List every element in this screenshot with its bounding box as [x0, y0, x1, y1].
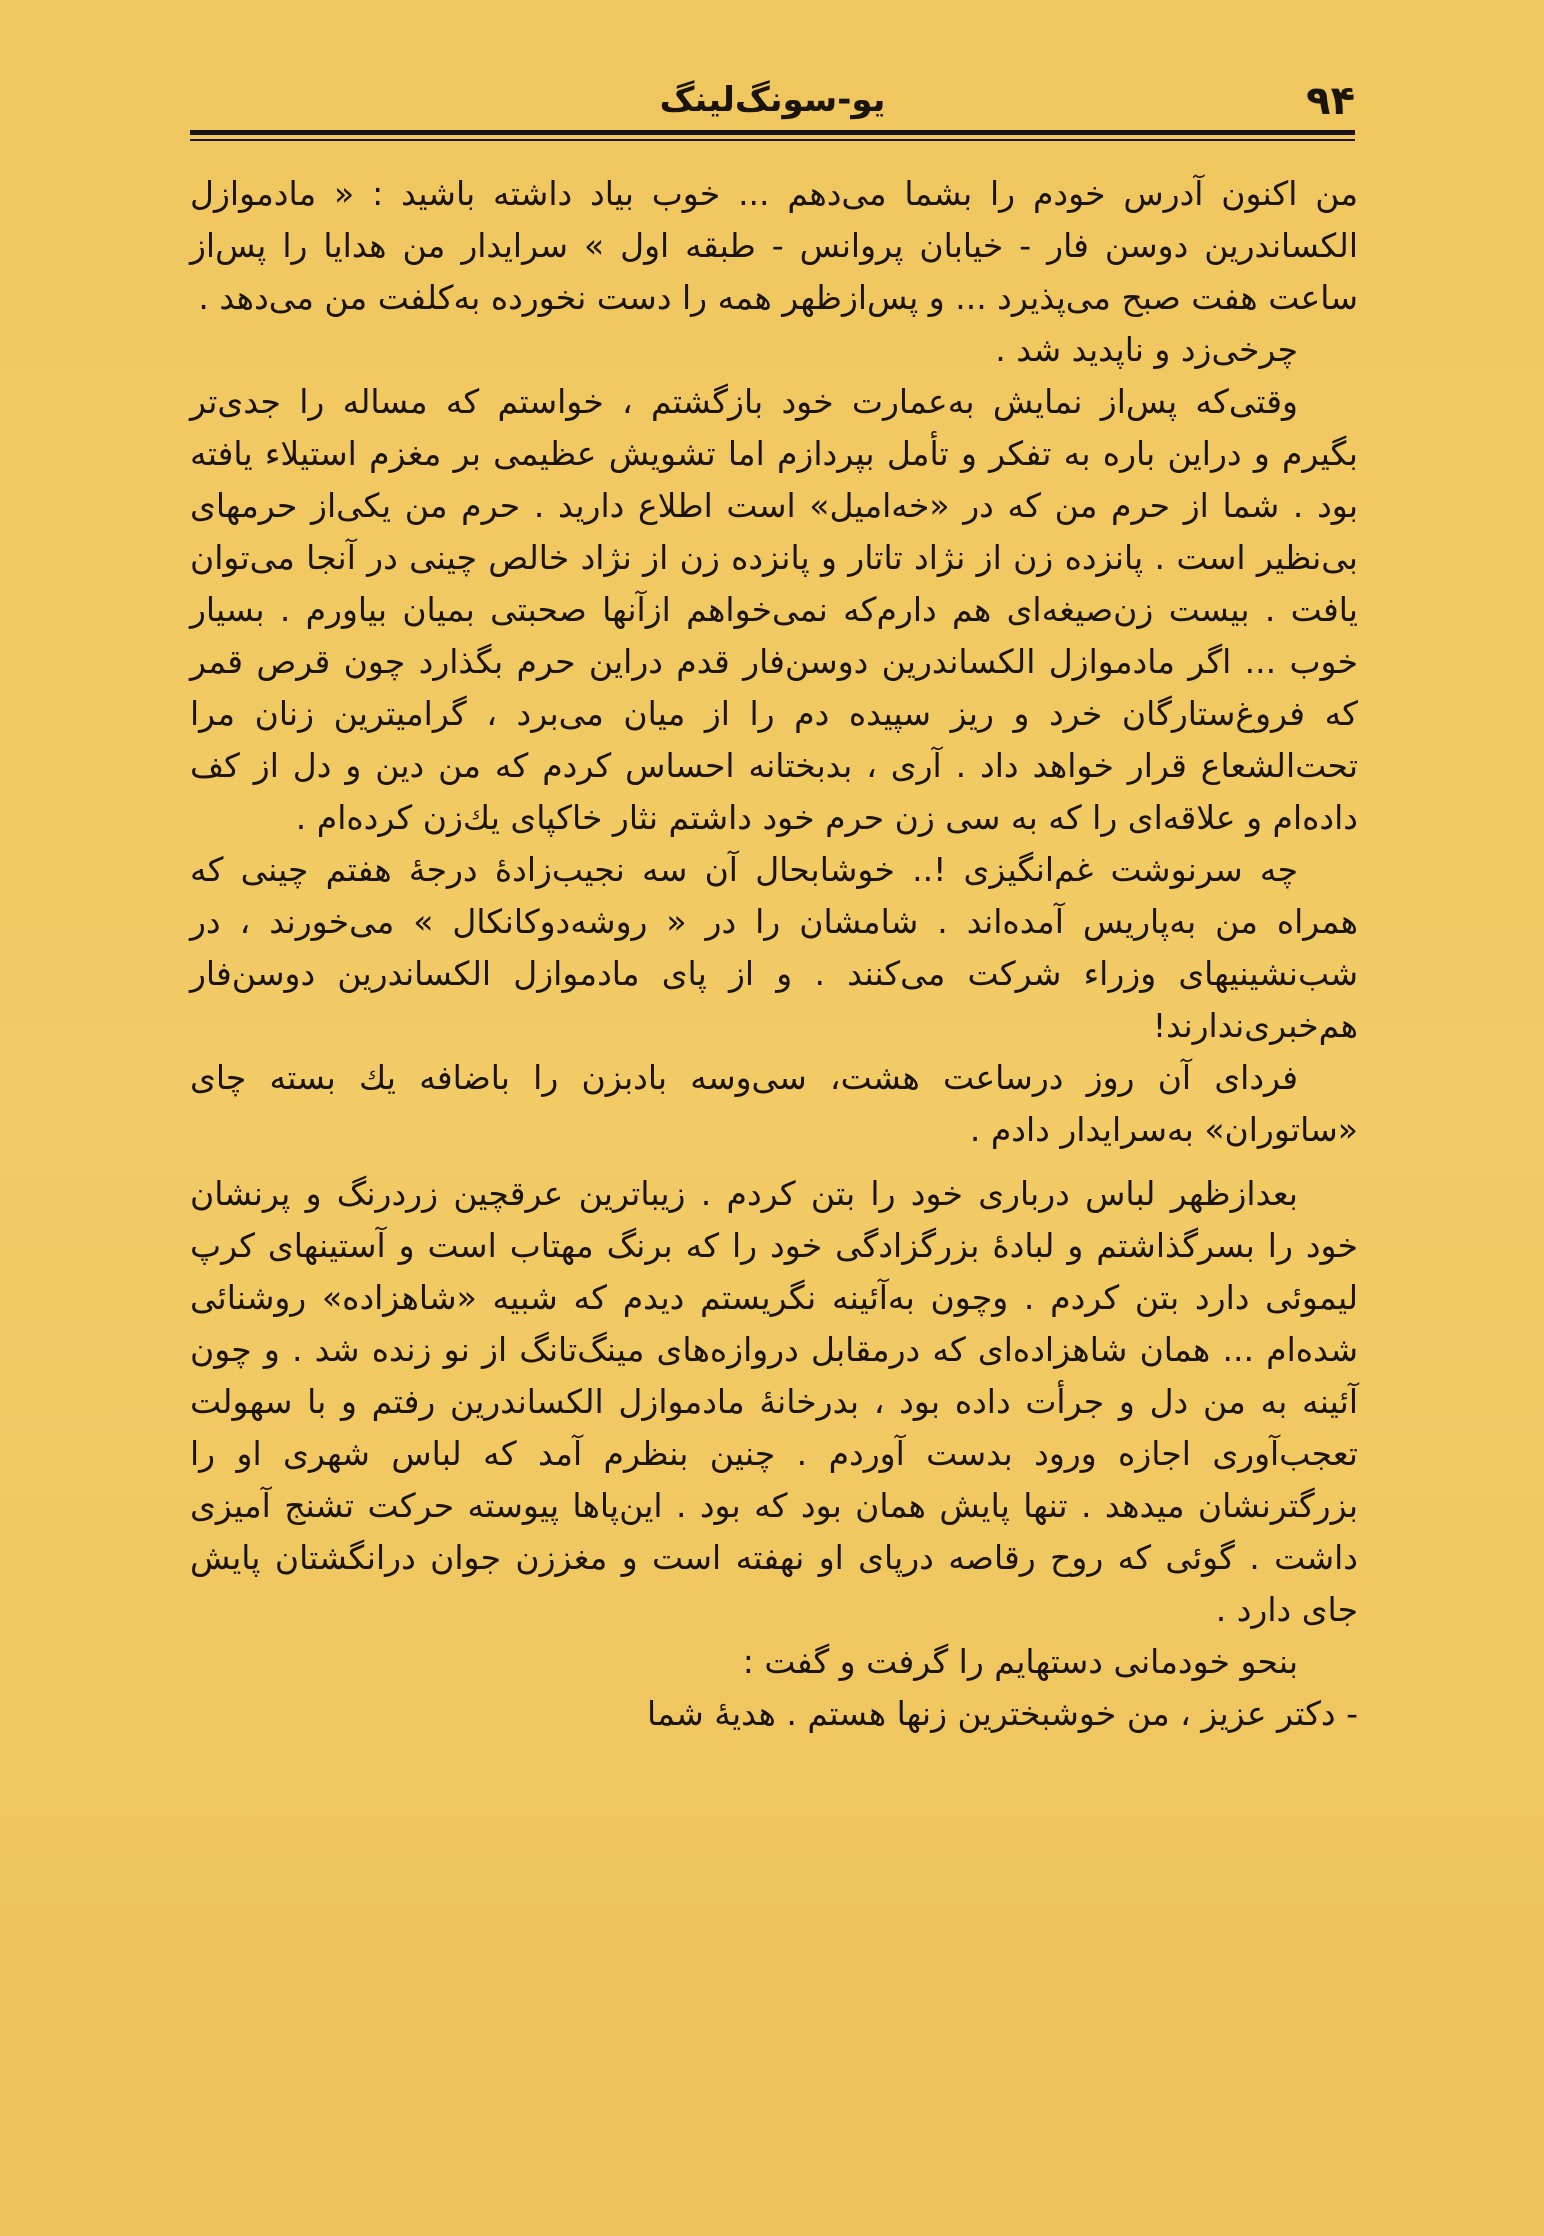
header-rule-thin: [190, 139, 1355, 141]
paragraph: چه سرنوشت غم‌انگیزی !.. خوشابحال آن سه نجیب‌زادهٔ درجهٔ هفتم چینی که همراه من به‌پاریس آمده‌اند . شامشان را در « روشه‌دوکانکال » می‌خورند ، در شب‌نشینیهای وزراء شرکت می‌کنند . و از پای مادموازل الکساندرین دوسن‌فار هم‌خبری‌ندارند!: [190, 850, 1358, 1045]
paragraph: من اکنون آدرس خودم را بشما می‌دهم ... خوب بیاد داشته باشید : « مادموازل الکساندرین دوسن فار - خیابان پروانس - طبقه اول » سرایدار من هدایا را پس‌از ساعت هفت صبح می‌پذیرد ... و پس‌ازظهر همه را دست نخورده به‌کلفت من می‌دهد .: [190, 174, 1358, 317]
page-header: [190, 68, 1355, 128]
paragraph: چرخی‌زد و ناپدید شد .: [995, 330, 1298, 369]
body-text: [190, 168, 1358, 1740]
header-rule-thick: [190, 130, 1355, 135]
dialogue-line: - دکتر عزیز ، من خوشبخترین زنها هستم . هدیهٔ شما: [647, 1694, 1358, 1733]
paragraph: وقتی‌که پس‌از نمایش به‌عمارت خود بازگشتم ، خواستم که مساله را جدی‌تر بگیرم و دراین باره به تفکر و تأمل بپردازم اما تشویش عظیمی بر مغزم استیلاء یافته بود . شما از حرم من که در «خه‌امیل» است اطلاع دارید . حرم من یکی‌از حرمهای بی‌نظیر است . پانزده زن از نژاد تاتار و پانزده زن از نژاد خالص چینی در آنجا می‌توان یافت . بیست زن‌صیغه‌ای هم دارم‌که نمی‌خواهم ازآنها صحبتی بمیان بیاورم . بسیار خوب ... اگر مادموازل الکساندرین دوسن‌فار قدم دراین حرم بگذارد چون قرص قمر که فروغ‌ستارگان خرد و ریز سپیده دم را از میان می‌برد ، گرامیترین زنان مرا تحت‌الشعاع قرار خواهد داد . آری ، بدبختانه احساس کردم که من دین و دل از کف داده‌ام و علاقه‌ای را که به سی زن حرم خود داشتم نثار خاکپای یك‌زن کرده‌ام .: [190, 382, 1358, 837]
paragraph: فردای آن روز درساعت هشت، سی‌وسه بادبزن را باضافه یك بسته چای «ساتوران» به‌سرایدار دادم .: [190, 1058, 1358, 1149]
running-title: یو-سونگ‌لینگ: [659, 80, 886, 120]
paragraph: بعدازظهر لباس درباری خود را بتن کردم . زیباترین عرقچین زردرنگ و پرنشان خود را بسرگذاشتم و لبادهٔ بزرگزادگی خود را که برنگ مهتاب است و آستینهای کرپ لیموئی دارد بتن کردم . وچون به‌آئینه نگریستم دیدم که شبیه «شاهزاده» روشنائی شده‌ام ... همان شاهزاده‌ای که درمقابل دروازه‌های مینگ‌تانگ از نو زنده شد . و چون آئینه به من دل و جرأت داده بود ، بدرخانهٔ مادموازل الکساندرین رفتم و با سهولت تعجب‌آوری اجازه ورود بدست آوردم . چنین بنظرم آمد که لباس شهری او را بزرگترنشان میدهد . تنها پایش همان بود که بود . این‌پاها پیوسته حرکت تشنج آمیزی داشت . گوئی که روح رقاصه درپای او نهفته است و مغززن جوان درانگشتان پایش جای دارد .: [190, 1174, 1358, 1629]
page-number: ۹۴: [1306, 78, 1355, 124]
paragraph: بنحو خودمانی دستهایم را گرفت و گفت :: [742, 1642, 1298, 1681]
